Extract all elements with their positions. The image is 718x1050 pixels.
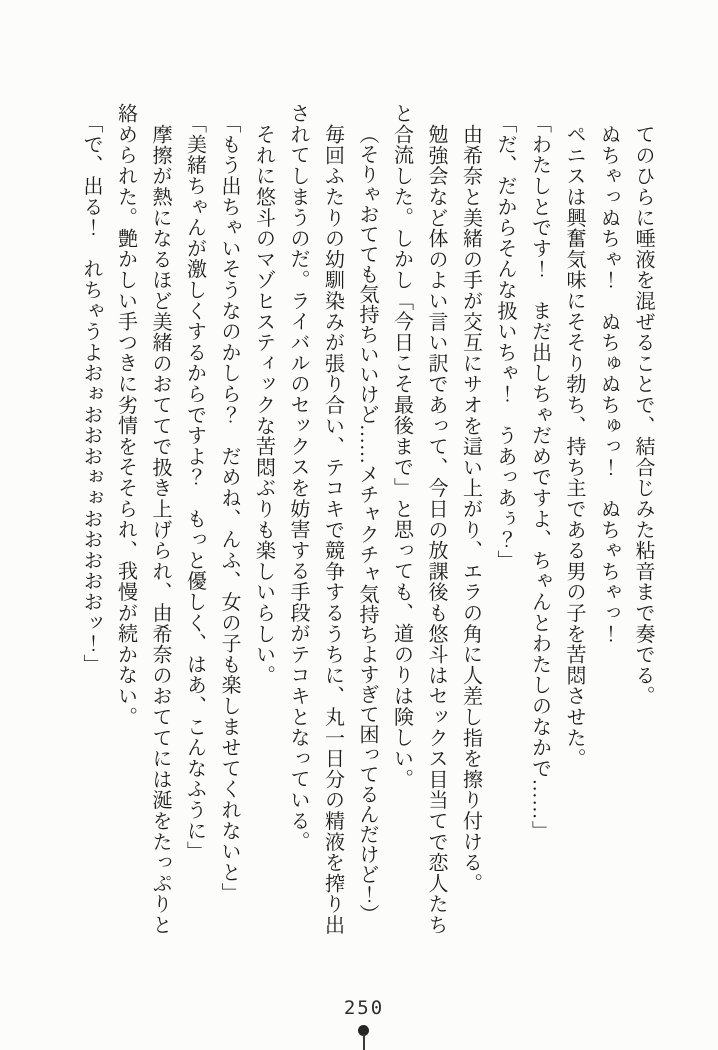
paragraph-10: それに悠斗のマゾヒスティックな苦悶ぶりも楽しいらしい。 bbox=[252, 124, 275, 686]
paragraph-06: 由希奈と美緒の手が交互にサオを這い上がり、エラの角に人差し指を擦り付ける。 bbox=[459, 124, 482, 894]
paragraph-08: （そりゃおてても気持ちいいけど……メチャクチャ気持ちよすぎて困ってるんだけど！） bbox=[356, 124, 378, 924]
paragraph-14: 「で、出る！ れちゃうよおぉおおおぉぉおおおおおッ！」 bbox=[80, 113, 102, 675]
page-text bbox=[72, 103, 660, 939]
pin-marker-stem bbox=[363, 1034, 365, 1050]
paragraph-02: ぬちゃっぬちゃ！ ぬちゅぬちゅっ！ ぬちゃちゃっ！ bbox=[597, 124, 620, 644]
paragraph-03: ペニスは興奮気味にそそり勃ち、持ち主である男の子を苦悶させた。 bbox=[563, 124, 585, 769]
paragraph-09: 毎回ふたりの幼馴染みが張り合い、テコキで競争するうちに、丸一日分の精液を搾り出されてしまうのだ。ライバルのセックスを妨害する手段がテコキとなっている。 bbox=[287, 103, 344, 936]
paragraph-13: 摩擦が熱になるほど美緒のおててで扱き上げられ、由希奈のおててには涎をたっぷりと絡められた。艶かしい手つきに劣情をそそられ、我慢が続かない。 bbox=[114, 103, 171, 936]
paragraph-07: 勉強会など体のよい言い訳であって、今日の放課後も悠斗はセックス目当てで恋人たちと合流した。しかし「今日こそ最後まで」と思っても、道のりは険しい。 bbox=[390, 103, 447, 936]
paragraph-01: てのひらに唾液を混ぜることで、結合じみた粘音まで奏でる。 bbox=[632, 124, 654, 707]
paragraph-12: 「美緒ちゃんが激しくするからですよ？ もっと優しく、はあ、こんなふうに」 bbox=[183, 113, 206, 862]
page-number: 250 bbox=[343, 997, 385, 1019]
paragraph-04: 「わたしとです！ まだ出しちゃだめですよ、ちゃんとわたしのなかで……」 bbox=[528, 113, 551, 841]
paragraph-11: 「もう出ちゃいそうなのかしら？ だめね、んふ、女の子も楽しませてくれないと」 bbox=[218, 113, 240, 904]
paragraph-05: 「だ、だからそんな扱いちゃ！ うあっあぅ？」 bbox=[494, 113, 516, 571]
